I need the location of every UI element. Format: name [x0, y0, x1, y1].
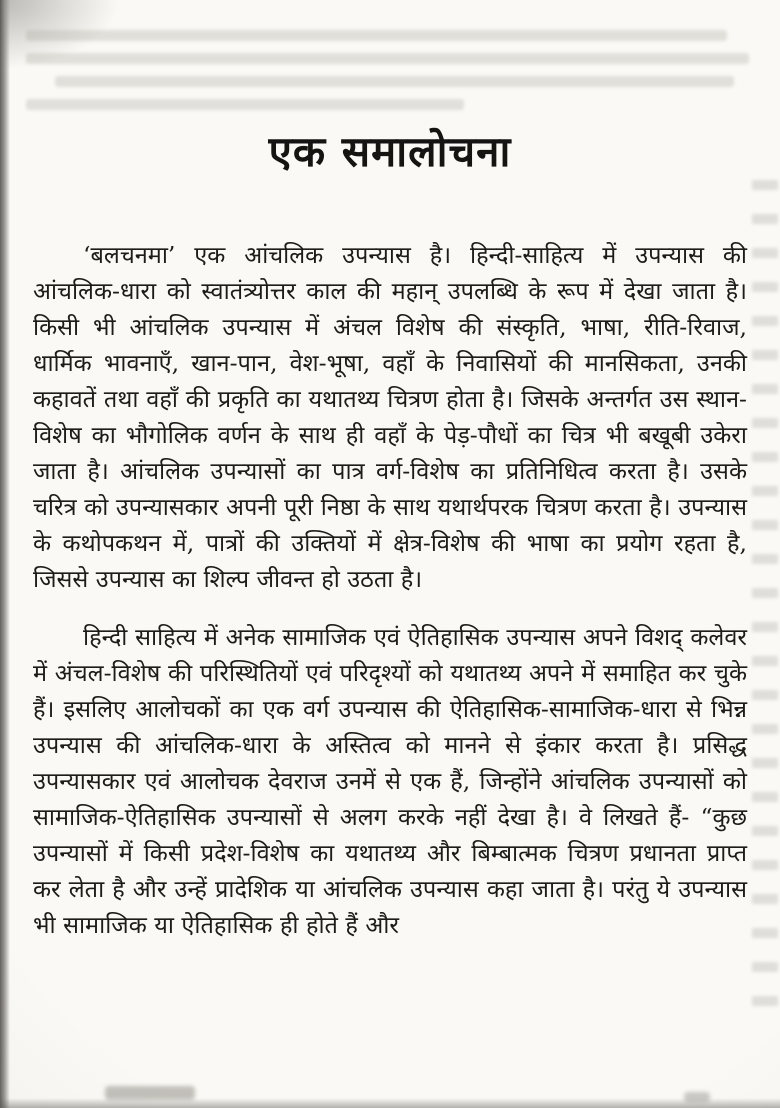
scan-bottom-edge-shadow [0, 1098, 780, 1108]
page-title: एक समालोचना [268, 127, 512, 176]
bleedthrough-text-right [752, 180, 778, 1020]
paragraph-1: ‘बलचनमा’ एक आंचलिक उपन्यास है। हिन्दी-साहित्य में उपन्यास की आंचलिक-धारा को स्वातंत्र्योत्तर काल की महान् उपलब्धि के रूप में देखा जाता है। किसी भी आंचलिक उपन्यास में अंचल विशेष की संस्कृति, भाषा, रीति-रिवाज, धार्मिक भावनाएँ, खान-पान, वेश-भूषा, वहाँ के निवासियों की मानसिकता, उनकी कहावतें तथा वहाँ की प्रकृति का यथातथ्य चित्रण होता है। जिसके अन्तर्गत उस स्थान-विशेष का भौगोलिक वर्णन के साथ ही वहाँ के पेड़-पौधों का चित्र भी बखूबी उकेरा जाता है। आंचलिक उपन्यासों का पात्र वर्ग-विशेष का प्रतिनिधित्व करता है। उसके चरित्र को उपन्यासकार अपनी पूरी निष्ठा के साथ यथार्थपरक चित्रण करता है। उपन्यास के कथोपकथन में, पात्रों की उक्तियों में क्षेत्र-विशेष की भाषा का प्रयोग रहता है, जिससे उपन्यास का शिल्प जीवन्त हो उठता है। [33, 241, 747, 593]
paragraph-2: हिन्दी साहित्य में अनेक सामाजिक एवं ऐतिहासिक उपन्यास अपने विशद् कलेवर में अंचल-विशेष की परिस्थितियों एवं परिदृश्यों को यथातथ्य अपने में समाहित कर चुके हैं। इसलिए आलोचकों का एक वर्ग उपन्यास की ऐतिहासिक-सामाजिक-धारा से भिन्न उपन्यास की आंचलिक-धारा के अस्तित्व को मानने से इंकार करता है। प्रसिद्ध उपन्यासकार एवं आलोचक देवराज उनमें से एक हैं, जिन्होंने आंचलिक उपन्यासों को सामाजिक-ऐतिहासिक उपन्यासों से अलग करके नहीं देखा है। वे लिखते हैं- “कुछ उपन्यासों में किसी प्रदेश-विशेष का यथातथ्य और बिम्बात्मक चित्रण प्रधानता प्राप्त कर लेता है और उन्हें प्रादेशिक या आंचलिक उपन्यास कहा जाता है। परंतु ये उपन्यास भी सामाजिक या ऐतिहासिक ही होते हैं और [33, 623, 747, 939]
scan-left-edge-shadow [0, 0, 10, 1108]
body-text [33, 237, 747, 943]
